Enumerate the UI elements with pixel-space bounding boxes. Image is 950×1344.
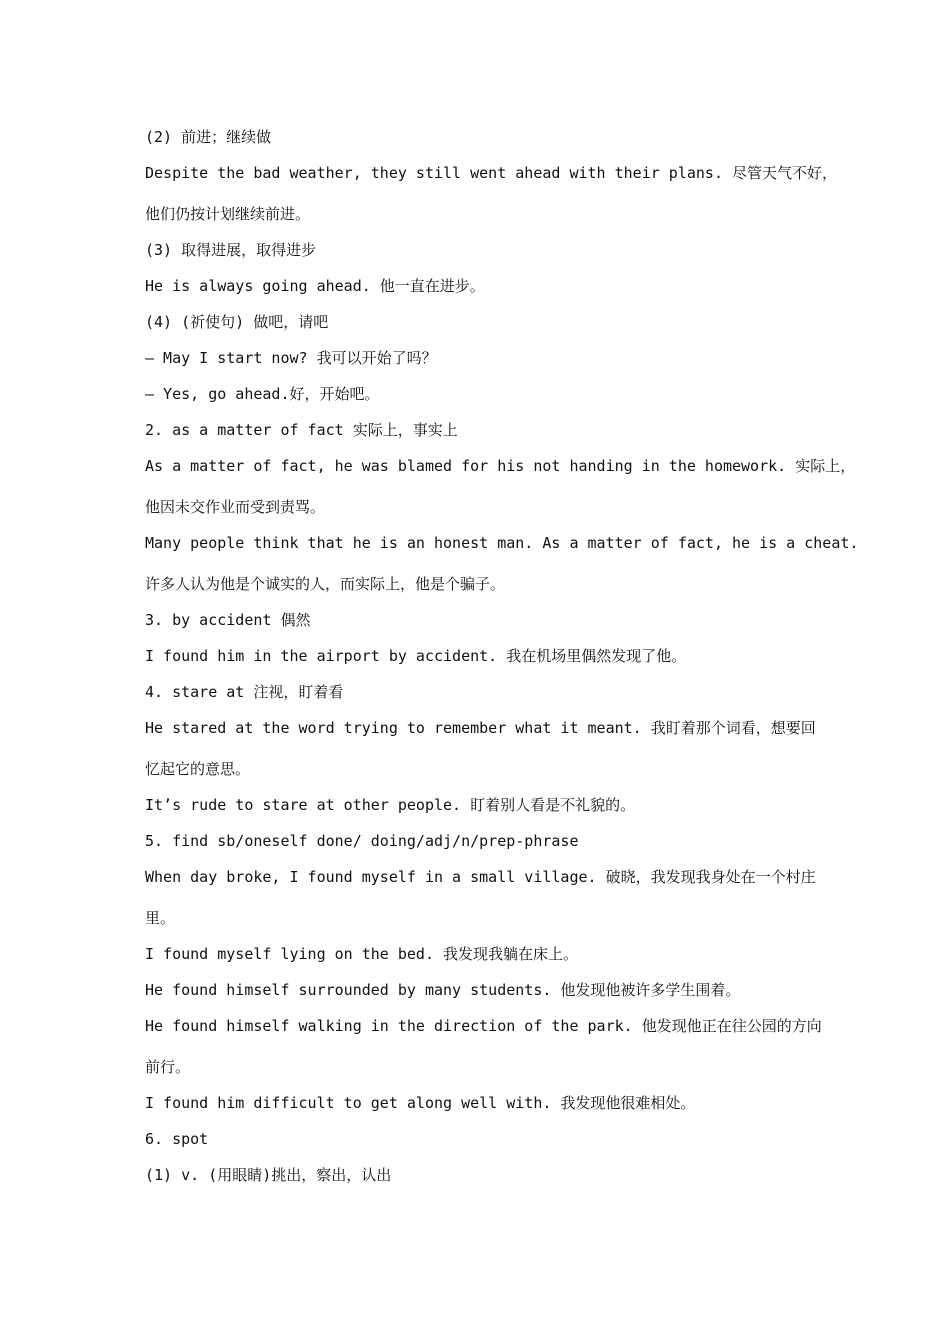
example-translation: 里。 (145, 909, 176, 927)
document-body (145, 122, 859, 1196)
example-sentence: As a matter of fact, he was blamed for his not handing in the homework. 实际上， (145, 457, 856, 475)
sense-heading: (3) 取得进展，取得进步 (145, 241, 317, 259)
phrase-heading: 4. stare at 注视，盯着看 (145, 683, 344, 701)
example-translation: 他因未交作业而受到责骂。 (145, 498, 326, 516)
example-sentence: Despite the bad weather, they still went ahead with their plans. 尽管天气不好， (145, 164, 838, 182)
example-sentence: He found himself walking in the direction of the park. 他发现他正在往公园的方向 (145, 1017, 822, 1035)
sense-heading: (4) (祈使句) 做吧，请吧 (145, 313, 329, 331)
phrase-heading: 5. find sb/oneself done/ doing/adj/n/prep-phrase (145, 832, 579, 850)
example-sentence: He stared at the word trying to remember what it meant. 我盯着那个词看，想要回 (145, 719, 816, 737)
sense-heading: (1) v. (用眼睛)挑出，察出，认出 (145, 1166, 392, 1184)
phrase-heading: 6. spot (145, 1130, 209, 1148)
example-sentence: Many people think that he is an honest man. As a matter of fact, he is a cheat. (145, 534, 859, 552)
sense-heading: (2) 前进；继续做 (145, 128, 272, 146)
example-sentence: It’s rude to stare at other people. 盯着别人看是不礼貌的。 (145, 796, 636, 814)
example-sentence: I found him in the airport by accident. 我在机场里偶然发现了他。 (145, 647, 687, 665)
example-sentence: He found himself surrounded by many students. 他发现他被许多学生围着。 (145, 981, 741, 999)
dialogue-line: — May I start now? 我可以开始了吗？ (145, 349, 437, 367)
example-translation: 前行。 (145, 1058, 191, 1076)
example-translation: 许多人认为他是个诚实的人，而实际上，他是个骗子。 (145, 575, 506, 593)
phrase-heading: 3. by accident 偶然 (145, 611, 311, 629)
phrase-heading: 2. as a matter of fact 实际上，事实上 (145, 421, 458, 439)
example-sentence: He is always going ahead. 他一直在进步。 (145, 277, 485, 295)
example-translation: 忆起它的意思。 (145, 760, 251, 778)
example-sentence: I found him difficult to get along well with. 我发现他很难相处。 (145, 1094, 696, 1112)
example-sentence: I found myself lying on the bed. 我发现我躺在床上。 (145, 945, 579, 963)
example-sentence: When day broke, I found myself in a small village. 破晓，我发现我身处在一个村庄 (145, 868, 816, 886)
example-translation: 他们仍按计划继续前进。 (145, 205, 311, 223)
dialogue-line: — Yes, go ahead.好，开始吧。 (145, 385, 380, 403)
